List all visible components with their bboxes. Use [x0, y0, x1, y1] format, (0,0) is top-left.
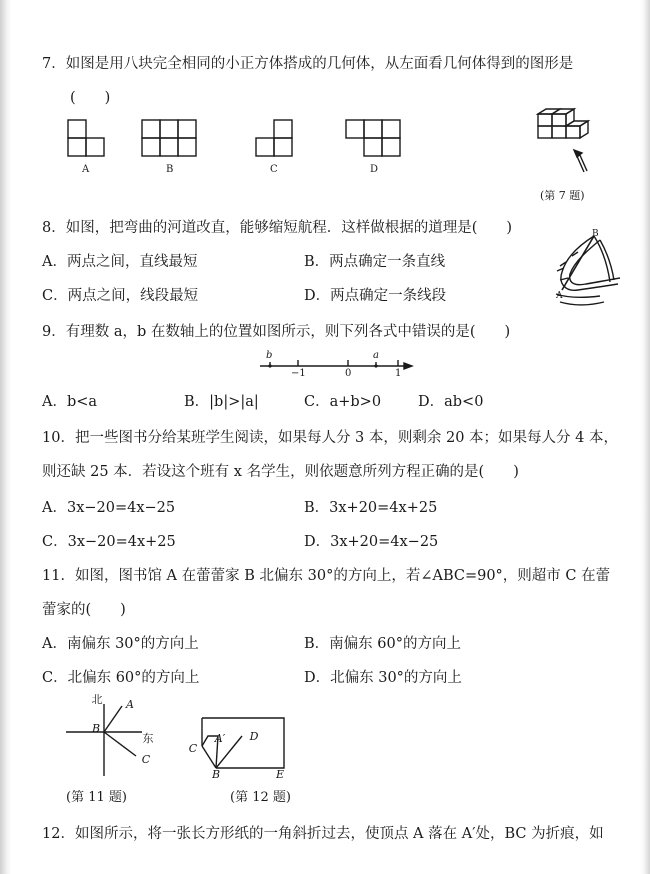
q12-label-d: D [249, 730, 259, 743]
q12-label-c: C [188, 742, 198, 755]
q11-label-c: C [141, 753, 151, 766]
q12-label-e: E [275, 768, 285, 781]
q7-solid-figure [532, 106, 596, 184]
q7-option-c-label: C [270, 164, 278, 175]
q9-option-d: D．ab<0 [418, 394, 484, 410]
q9-axis-tick-neg1: −1 [291, 368, 306, 379]
q8-stem: 8．如图，把弯曲的河道改直，能够缩短航程．这样做根据的道理是( ) [42, 220, 513, 236]
q7-caption: (第 7 题) [540, 189, 585, 202]
q11-option-a: A．南偏东 30°的方向上 [42, 636, 199, 652]
q7-option-views [62, 118, 422, 160]
q11-label-east: 东 [142, 732, 154, 745]
q10-option-b: B．3x+20=4x+25 [304, 500, 438, 516]
q10-option-a: A．3x−20=4x−25 [42, 500, 176, 516]
q9-axis-label-a: a [373, 350, 379, 361]
q11-label-north: 北 [91, 693, 103, 706]
q11-label-b: B [91, 722, 101, 735]
q9-option-a: A．b<a [42, 394, 98, 410]
q7-option-b-label: B [166, 164, 174, 175]
q10-option-d: D．3x+20=4x−25 [304, 534, 439, 550]
q12-label-b: B [211, 768, 221, 781]
q7-view-b-figure [142, 120, 196, 156]
q8-option-b: B．两点确定一条直线 [304, 254, 446, 270]
q10-option-c: C．3x−20=4x+25 [42, 534, 176, 550]
q12-stem-line1: 12．如图所示，将一张长方形纸的一角斜折过去，使顶点 A 落在 A′处，BC 为折痕，如 [42, 826, 604, 842]
q8-option-c: C．两点之间，线段最短 [42, 288, 199, 304]
q9-number-line [256, 352, 416, 382]
q9-axis-tick-0: 0 [345, 368, 352, 379]
q12-caption: (第 12 题) [230, 790, 291, 805]
q9-axis-label-b: b [266, 350, 273, 361]
q8-option-d: D．两点确定一条线段 [304, 288, 447, 304]
q7-view-d-figure [346, 120, 400, 156]
q9-option-b: B．|b|>|a| [184, 394, 259, 410]
q10-stem-line2: 则还缺 25 本．若设这个班有 x 名学生，则依题意所列方程正确的是( ) [42, 464, 519, 480]
q11-option-c: C．北偏东 60°的方向上 [42, 670, 200, 686]
page-edge-shadow-left [0, 0, 12, 874]
q9-axis-tick-1: 1 [395, 368, 402, 379]
q7-view-a-figure [68, 120, 104, 156]
q10-stem-line1: 10．把一些图书分给某班学生阅读，如果每人分 3 本，则剩余 20 本；如果每人分 4 本， [42, 430, 619, 446]
q7-answer-blank: ( ) [70, 90, 111, 106]
q11-stem-line2: 蕾家的( ) [42, 602, 126, 618]
q7-stem: 7．如图是用八块完全相同的小正方体搭成的几何体，从左面看几何体得到的图形是 [42, 56, 574, 72]
page-edge-shadow-right [640, 0, 650, 874]
q7-option-d-label: D [370, 164, 379, 175]
q7-view-c-figure [256, 120, 292, 156]
q8-label-a: A [556, 291, 563, 301]
q11-label-a: A [126, 698, 134, 711]
q9-stem: 9．有理数 a，b 在数轴上的位置如图所示，则下列各式中错误的是( ) [42, 324, 511, 340]
q8-label-b: B [592, 229, 599, 239]
q12-label-a-prime: A′ [214, 732, 226, 745]
q11-caption: (第 11 题) [66, 790, 127, 805]
q11-stem-line1: 11．如图，图书馆 A 在蕾蕾家 B 北偏东 30°的方向上，若∠ABC=90°，则超市 C 在蕾 [42, 568, 611, 584]
q8-option-a: A．两点之间，直线最短 [42, 254, 198, 270]
q9-option-c: C．a+b>0 [304, 394, 382, 410]
q11-option-b: B．南偏东 60°的方向上 [304, 636, 461, 652]
q11-option-d: D．北偏东 30°的方向上 [304, 670, 462, 686]
q7-option-a-label: A [82, 164, 90, 175]
